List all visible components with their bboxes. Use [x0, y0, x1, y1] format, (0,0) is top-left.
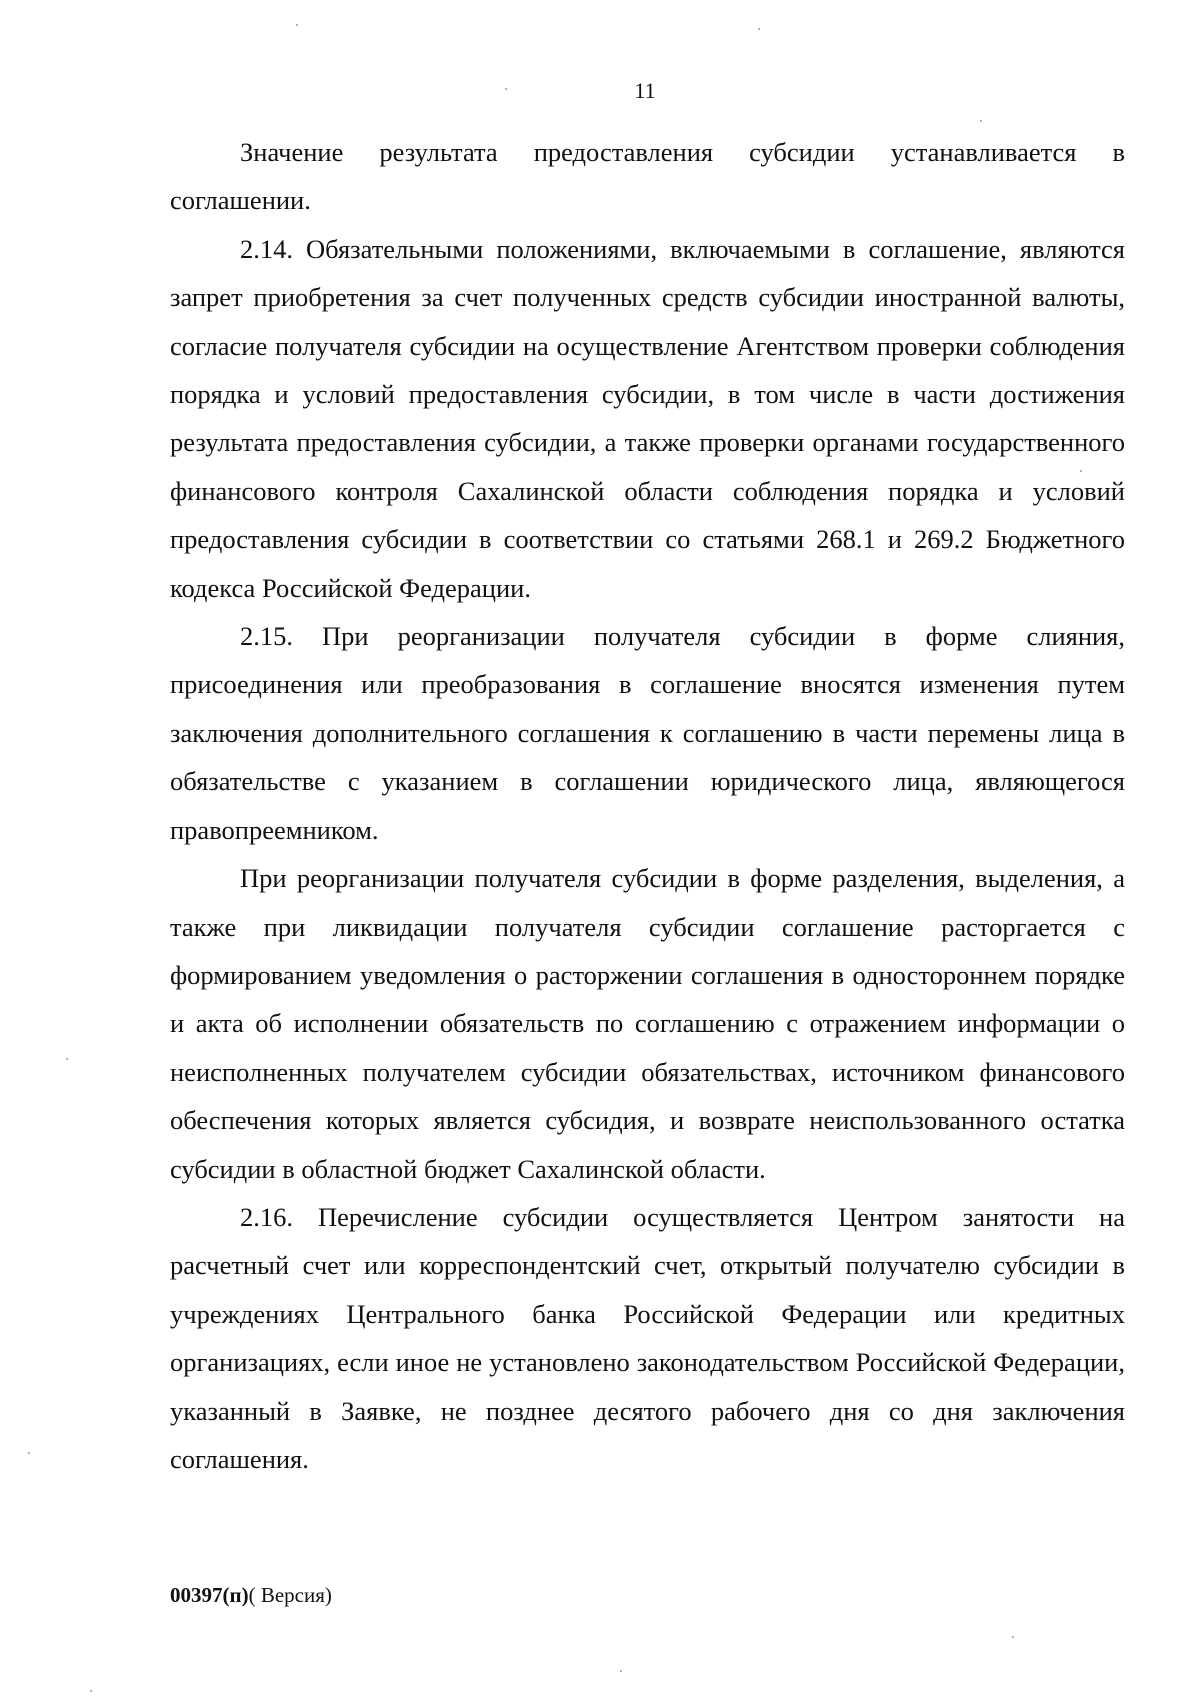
- document-footer: [170, 1583, 332, 1608]
- scan-speck: [66, 1058, 68, 1060]
- scan-speck: [1080, 470, 1082, 472]
- scan-speck: [28, 1452, 30, 1454]
- scan-speck: [90, 1690, 92, 1692]
- scan-speck: [758, 28, 760, 30]
- paragraph-result-value: Значение результата предоставления субсидии устанавливается в соглашении.: [170, 137, 1125, 216]
- paragraph-2-16: 2.16. Перечисление субсидии осуществляется Центром занятости на расчетный счет или корреспондентский счет, открытый получателю субсидии в учреждениях Центрального банка Российской Федерации или кредитных организациях, если иное не установлено законодательством Российской Федерации, указанный в Заявке, не позднее десятого рабочего дня со дня заключения соглашения.: [170, 1201, 1125, 1474]
- page-number: 11: [634, 78, 656, 103]
- document-code: 00397(п): [170, 1583, 249, 1607]
- scan-speck: [296, 24, 298, 26]
- document-version: ( Версия): [248, 1583, 332, 1607]
- scan-speck: [505, 88, 507, 90]
- scan-speck: [620, 1670, 622, 1672]
- scan-speck: [980, 120, 982, 122]
- scan-speck: [1012, 1636, 1014, 1638]
- document-body: [170, 128, 1125, 1483]
- paragraph-reorganization-division: При реорганизации получателя субсидии в форме разделения, выделения, а также при ликвидации получателя субсидии соглашение расторгается с формированием уведомления о расторжении соглашения в одностороннем порядке и акта об исполнении обязательств по соглашению с отражением информации о неисполненных получателем субсидии обязательствах, источником финансового обеспечения которых является субсидия, и возврате неиспользованного остатка субсидии в областной бюджет Сахалинской области.: [170, 863, 1125, 1184]
- paragraph-2-14: 2.14. Обязательными положениями, включаемыми в соглашение, являются запрет приобретения за счет полученных средств субсидии иностранной валюты, согласие получателя субсидии на осуществление Агентством проверки соблюдения порядка и условий предоставления субсидии, в том числе в части достижения результата предоставления субсидии, а также проверки органами государственного финансового контроля Сахалинской области соблюдения порядка и условий предоставления субсидии в соответствии со статьями 268.1 и 269.2 Бюджетного кодекса Российской Федерации.: [170, 233, 1125, 603]
- paragraph-2-15: 2.15. При реорганизации получателя субсидии в форме слияния, присоединения или преобразования в соглашение вносятся изменения путем заключения дополнительного соглашения к соглашению в части перемены лица в обязательстве с указанием в соглашении юридического лица, являющегося правопреемником.: [170, 621, 1125, 845]
